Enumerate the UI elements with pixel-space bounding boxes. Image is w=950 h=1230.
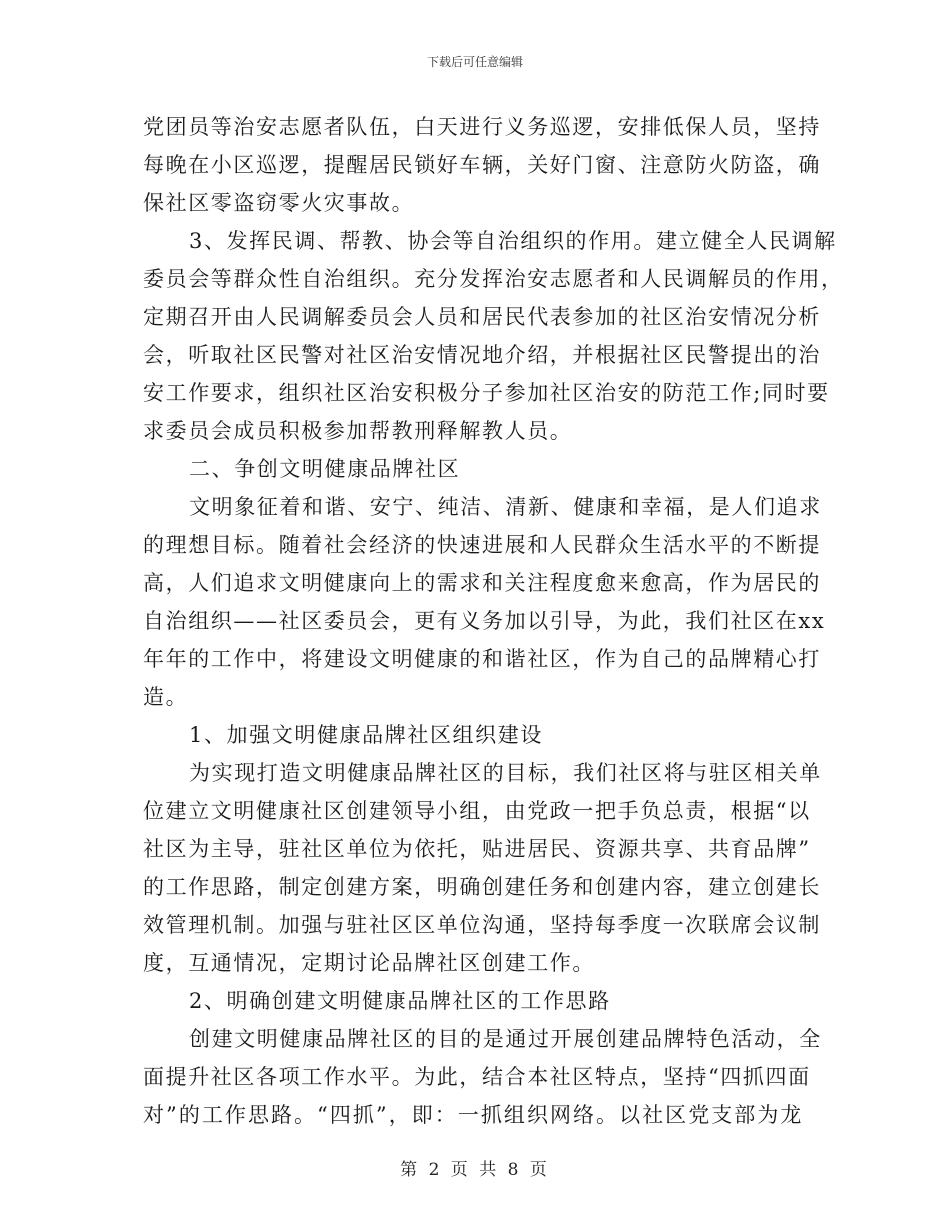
text-line: 定期召开由人民调解委员会人员和居民代表参加的社区治安情况分析 xyxy=(143,305,821,329)
text-line: 2、明确创建文明健康品牌社区的工作思路 xyxy=(189,989,611,1013)
text-line: 委员会等群众性自治组织。充分发挥治安志愿者和人民调解员的作用， xyxy=(143,267,844,291)
text-line: 会，听取社区民警对社区治安情况地介绍，并根据社区民警提出的治 xyxy=(143,343,821,367)
text-line: 3、发挥民调、帮教、协会等自治组织的作用。建立健全人民调解 xyxy=(189,229,837,253)
body-text xyxy=(143,108,844,1134)
text-line: 对”的工作思路。“四抓”，即：一抓组织网络。以社区党支部为龙 xyxy=(143,1103,803,1127)
text-line: 安工作要求，组织社区治安积极分子参加社区治安的防范工作;同时要 xyxy=(143,381,830,405)
text-line: 党团员等治安志愿者队伍，白天进行义务巡逻，安排低保人员，坚持 xyxy=(143,115,821,139)
text-line: 年年的工作中，将建设文明健康的和谐社区，作为自己的品牌精心打 xyxy=(143,647,821,671)
text-line: 创建文明健康品牌社区的目的是通过开展创建品牌特色活动，全 xyxy=(189,1027,822,1051)
text-line: 二、争创文明健康品牌社区 xyxy=(189,457,461,481)
text-line: 造。 xyxy=(143,685,189,709)
text-line: 社区为主导，驻社区单位为依托，贴进居民、资源共享、共育品牌” xyxy=(143,837,811,861)
text-line: 为实现打造文明健康品牌社区的目标，我们社区将与驻区相关单 xyxy=(189,761,822,785)
text-line: 文明象征着和谐、安宁、纯洁、清新、健康和幸福，是人们追求 xyxy=(189,495,822,519)
text-line: 1、加强文明健康品牌社区组织建设 xyxy=(189,723,543,747)
text-line: 位建立文明健康社区创建领导小组，由党政一把手负总责，根据“以 xyxy=(143,799,811,823)
text-line: 面提升社区各项工作水平。为此，结合本社区特点，坚持“四抓四面 xyxy=(143,1065,811,1089)
text-line: 的理想目标。随着社会经济的快速进展和人民群众生活水平的不断提 xyxy=(143,533,821,557)
text-line: 度，互通情况，定期讨论品牌社区创建工作。 xyxy=(143,951,595,975)
text-line: 保社区零盗窃零火灾事故。 xyxy=(143,191,415,215)
text-line: 高，人们追求文明健康向上的需求和关注程度愈来愈高，作为居民的 xyxy=(143,571,821,595)
page-header: 下载后可任意编辑 xyxy=(426,55,523,69)
text-line: 求委员会成员积极参加帮教刑释解教人员。 xyxy=(143,419,573,443)
document-body xyxy=(143,108,844,1134)
text-line: 自治组织——社区委员会，更有义务加以引导，为此，我们社区在xx xyxy=(143,609,826,633)
page-footer: 第 2 页 共 8 页 xyxy=(400,1160,550,1180)
text-line: 的工作思路，制定创建方案，明确创建任务和创建内容，建立创建长 xyxy=(143,875,821,899)
text-line: 效管理机制。加强与驻社区区单位沟通，坚持每季度一次联席会议制 xyxy=(143,913,821,937)
text-line: 每晚在小区巡逻，提醒居民锁好车辆，关好门窗、注意防火防盗，确 xyxy=(143,153,821,177)
